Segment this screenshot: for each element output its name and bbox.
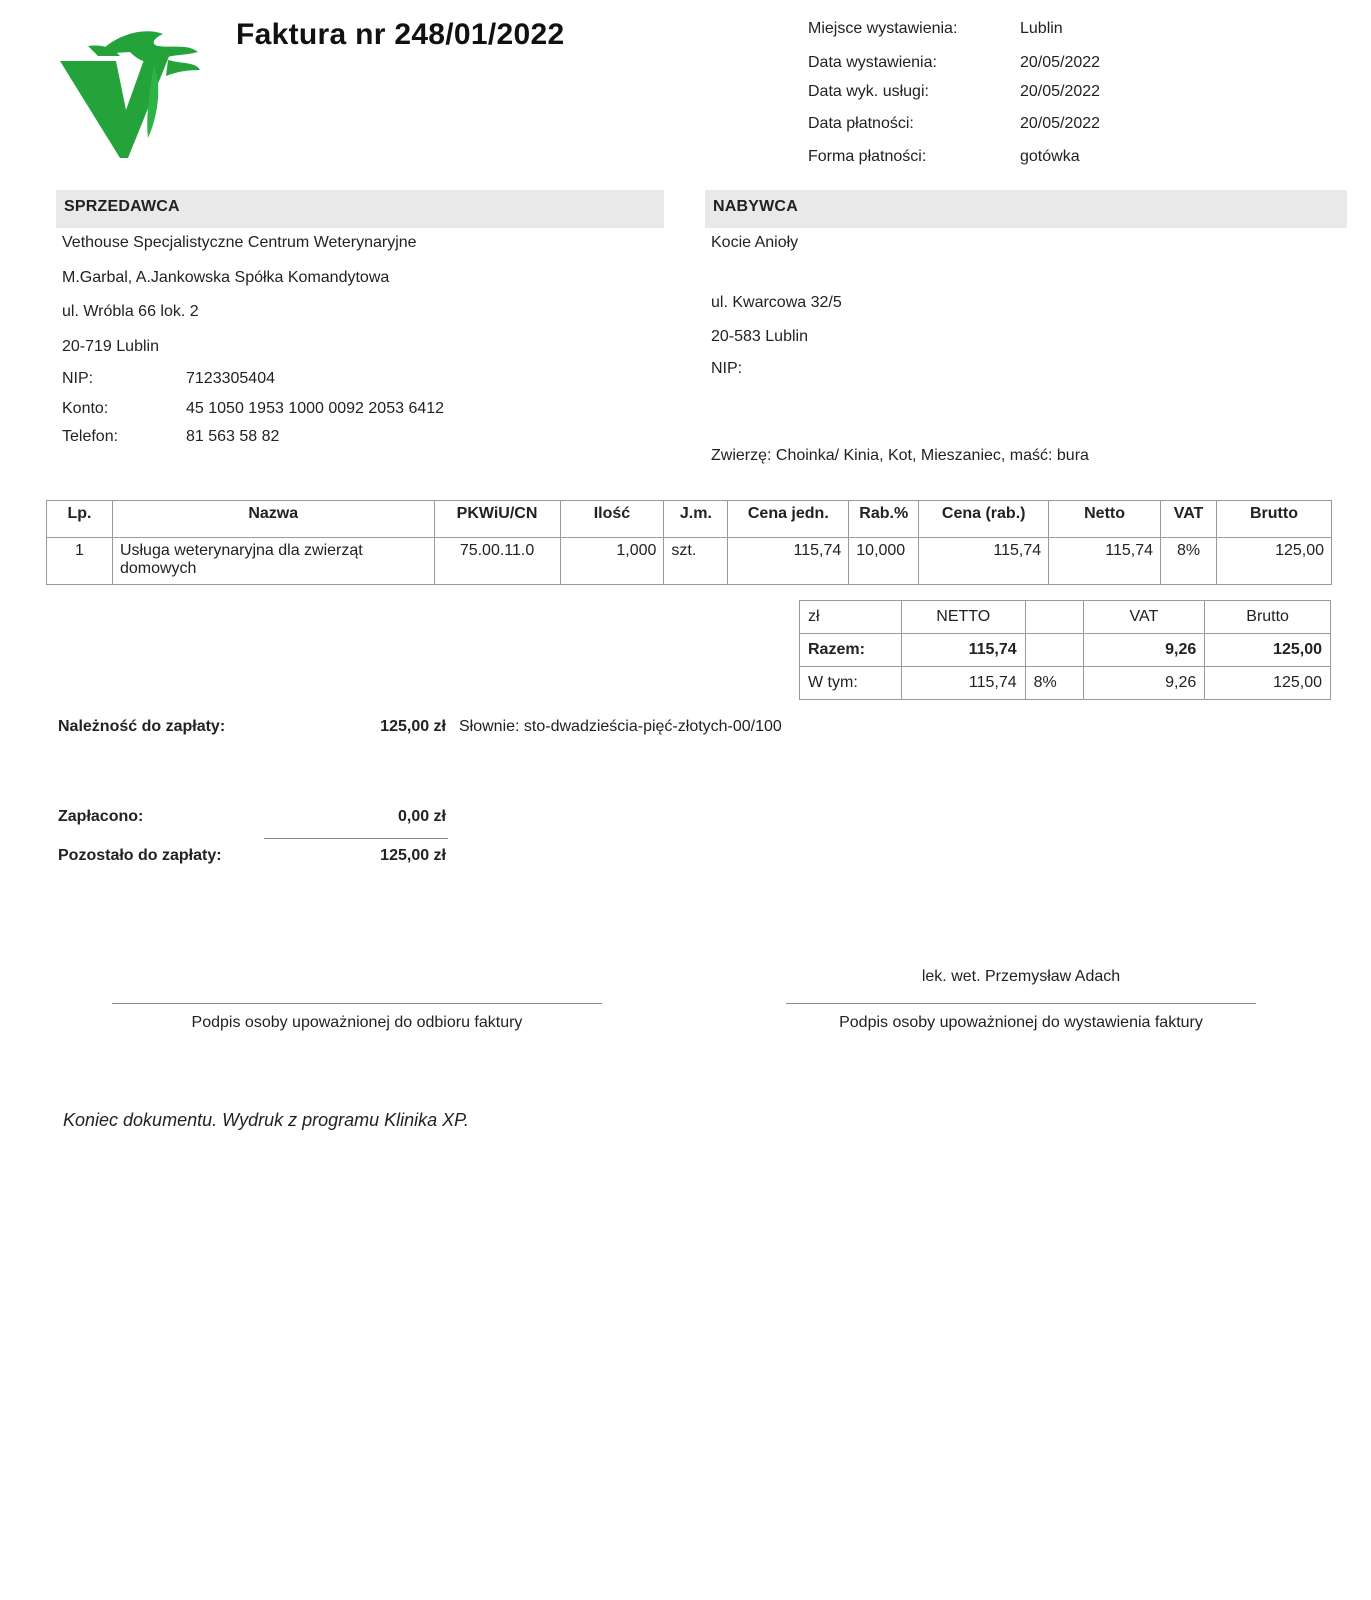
cell-lp: 1 <box>47 538 113 585</box>
meta-label: Forma płatności: <box>808 148 927 165</box>
cell-vat: 8% <box>1161 538 1217 585</box>
totals-header-row <box>800 601 1331 634</box>
issuer-signature-caption: Podpis osoby upoważnionej do wystawienia faktury <box>839 1014 1203 1031</box>
col-discount: Rab.% <box>849 501 919 538</box>
issuer-name: lek. wet. Przemysław Adach <box>921 968 1121 985</box>
due-amount: 125,00 zł <box>380 718 446 735</box>
buyer-street: ul. Kwarcowa 32/5 <box>711 294 842 311</box>
seller-line: Vethouse Specjalistyczne Centrum Weterynaryjne <box>62 234 417 251</box>
totals-sum-net: 115,74 <box>901 634 1025 667</box>
totals-sum-gross: 125,00 <box>1205 634 1331 667</box>
cell-disc-price: 115,74 <box>919 538 1049 585</box>
buyer-header-bar <box>705 190 1347 228</box>
document-footer: Koniec dokumentu. Wydruk z programu Klinika XP. <box>63 1110 469 1130</box>
clinic-logo <box>58 26 203 162</box>
paid-amount: 0,00 zł <box>397 808 446 825</box>
col-name: Nazwa <box>112 501 434 538</box>
meta-value: Lublin <box>1020 20 1063 37</box>
totals-of-gross: 125,00 <box>1205 667 1331 700</box>
seller-nip: 7123305404 <box>186 370 275 387</box>
paid-label: Zapłacono: <box>58 808 144 825</box>
cell-unit: szt. <box>664 538 728 585</box>
seller-nip-label: NIP: <box>62 370 94 387</box>
seller-header: SPRZEDAWCA <box>64 198 180 215</box>
col-vat: VAT <box>1161 501 1217 538</box>
seller-line: 20-719 Lublin <box>62 338 159 355</box>
invoice-title: Faktura nr 248/01/2022 <box>236 18 565 51</box>
totals-sum-row <box>800 634 1331 667</box>
vethouse-logo-icon <box>58 26 203 162</box>
meta-value: gotówka <box>1020 148 1080 165</box>
totals-of-vat: 9,26 <box>1083 667 1205 700</box>
receiver-signature-line <box>112 1003 602 1004</box>
col-lp: Lp. <box>47 501 113 538</box>
issuer-signature-line <box>786 1003 1256 1004</box>
seller-account: 45 1050 1953 1000 0092 2053 6412 <box>186 400 445 417</box>
totals-currency: zł <box>800 601 902 634</box>
totals-h-net: NETTO <box>901 601 1025 634</box>
col-pkwiu: PKWiU/CN <box>434 501 560 538</box>
meta-value: 20/05/2022 <box>1020 83 1101 100</box>
buyer-nip-label: NIP: <box>711 360 743 377</box>
seller-phone-label: Telefon: <box>62 428 119 445</box>
col-qty: Ilość <box>560 501 664 538</box>
meta-label: Data płatności: <box>808 115 914 132</box>
cell-pkwiu: 75.00.11.0 <box>434 538 560 585</box>
totals-h-gross: Brutto <box>1205 601 1331 634</box>
col-unit: J.m. <box>664 501 728 538</box>
seller-line: ul. Wróbla 66 lok. 2 <box>62 303 199 320</box>
items-header-row <box>47 501 1332 538</box>
meta-value: 20/05/2022 <box>1020 54 1101 71</box>
col-unit-price: Cena jedn. <box>728 501 849 538</box>
seller-account-label: Konto: <box>62 400 109 417</box>
totals-sum-vat: 9,26 <box>1083 634 1205 667</box>
cell-net: 115,74 <box>1049 538 1161 585</box>
buyer-header: NABYWCA <box>713 198 798 215</box>
totals-h-vat: VAT <box>1083 601 1205 634</box>
totals-table <box>799 600 1331 700</box>
meta-label: Miejsce wystawienia: <box>808 20 958 37</box>
totals-of-label: W tym: <box>800 667 902 700</box>
meta-label: Data wyk. usługi: <box>808 83 929 100</box>
remaining-amount: 125,00 zł <box>380 847 446 864</box>
seller-header-bar <box>56 190 664 228</box>
totals-of-row <box>800 667 1331 700</box>
table-row <box>47 538 1332 585</box>
cell-qty: 1,000 <box>560 538 664 585</box>
cell-discount: 10,000 <box>849 538 919 585</box>
seller-phone: 81 563 58 82 <box>186 428 280 445</box>
remaining-label: Pozostało do zapłaty: <box>58 847 222 864</box>
meta-label: Data wystawienia: <box>808 54 937 71</box>
buyer-name: Kocie Anioły <box>711 234 799 251</box>
due-label: Należność do zapłaty: <box>58 718 226 735</box>
totals-sum-rate <box>1025 634 1083 667</box>
items-table <box>46 500 1332 585</box>
cell-name: Usługa weterynaryjna dla zwierząt domowych <box>112 538 434 585</box>
receiver-signature-caption: Podpis osoby upoważnionej do odbioru faktury <box>191 1014 523 1031</box>
cell-gross: 125,00 <box>1217 538 1332 585</box>
cell-unit-price: 115,74 <box>728 538 849 585</box>
totals-of-net: 115,74 <box>901 667 1025 700</box>
seller-line: M.Garbal, A.Jankowska Spółka Komandytowa <box>62 269 390 286</box>
meta-value: 20/05/2022 <box>1020 115 1101 132</box>
totals-sum-label: Razem: <box>800 634 902 667</box>
buyer-animal: Zwierzę: Choinka/ Kinia, Kot, Mieszaniec, maść: bura <box>711 447 1089 464</box>
col-disc-price: Cena (rab.) <box>919 501 1049 538</box>
col-net: Netto <box>1049 501 1161 538</box>
col-gross: Brutto <box>1217 501 1332 538</box>
buyer-city: 20-583 Lublin <box>711 328 808 345</box>
amount-in-words: Słownie: sto-dwadzieścia-pięć-złotych-00/100 <box>459 718 782 735</box>
totals-h-rate <box>1025 601 1083 634</box>
totals-of-rate: 8% <box>1025 667 1083 700</box>
sum-divider <box>264 838 448 839</box>
